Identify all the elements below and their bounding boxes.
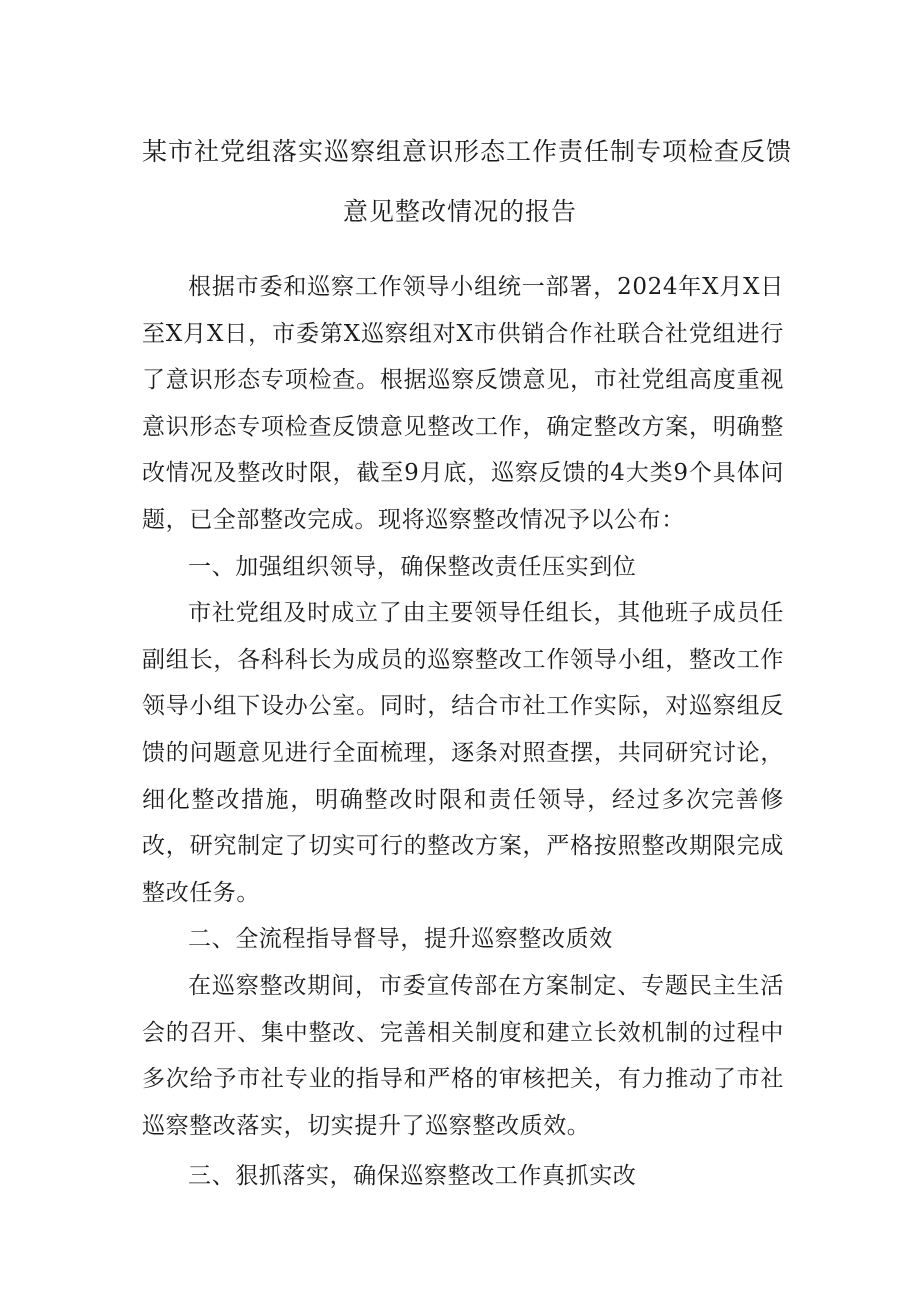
document-body <box>142 264 784 1200</box>
intro-paragraph: 根据市委和巡察工作领导小组统一部署，2024年X月X日至X月X日，市委第X巡察组对X市供销合作社联合社党组进行了意识形态专项检查。根据巡察反馈意见，市社党组高度重视意识形态专项检查反馈意见整改工作，确定整改方案，明确整改情况及整改时限，截至9月底，巡察反馈的4大类9个具体问题，已全部整改完成。现将巡察整改情况予以公布： <box>142 274 784 533</box>
section-paragraph-2: 在巡察整改期间，市委宣传部在方案制定、专题民主生活会的召开、集中整改、完善相关制度和建立长效机制的过程中多次给予市社专业的指导和严格的审核把关，有力推动了市社巡察整改落实，切实提升了巡察整改质效。 <box>142 972 784 1139</box>
section-paragraph-1: 市社党组及时成立了由主要领导任组长，其他班子成员任副组长，各科科长为成员的巡察整改工作领导小组，整改工作领导小组下设办公室。同时，结合市社工作实际，对巡察组反馈的问题意见进行全面梳理，逐条对照查摆，共同研究讨论，细化整改措施，明确整改时限和责任领导，经过多次完善修改，研究制定了切实可行的整改方案，严格按照整改期限完成整改任务。 <box>142 600 784 906</box>
document-title-line-2: 意见整改情况的报告 <box>342 197 577 226</box>
section-heading-2: 二、全流程指导督导，提升巡察整改质效 <box>188 926 613 953</box>
document-title-line-1: 某市社党组落实巡察组意识形态工作责任制专项检查反馈 <box>142 137 793 166</box>
section-heading-1: 一、加强组织领导，确保整改责任压实到位 <box>188 553 637 580</box>
section-heading-3: 三、狠抓落实，确保巡察整改工作真抓实改 <box>188 1163 637 1190</box>
